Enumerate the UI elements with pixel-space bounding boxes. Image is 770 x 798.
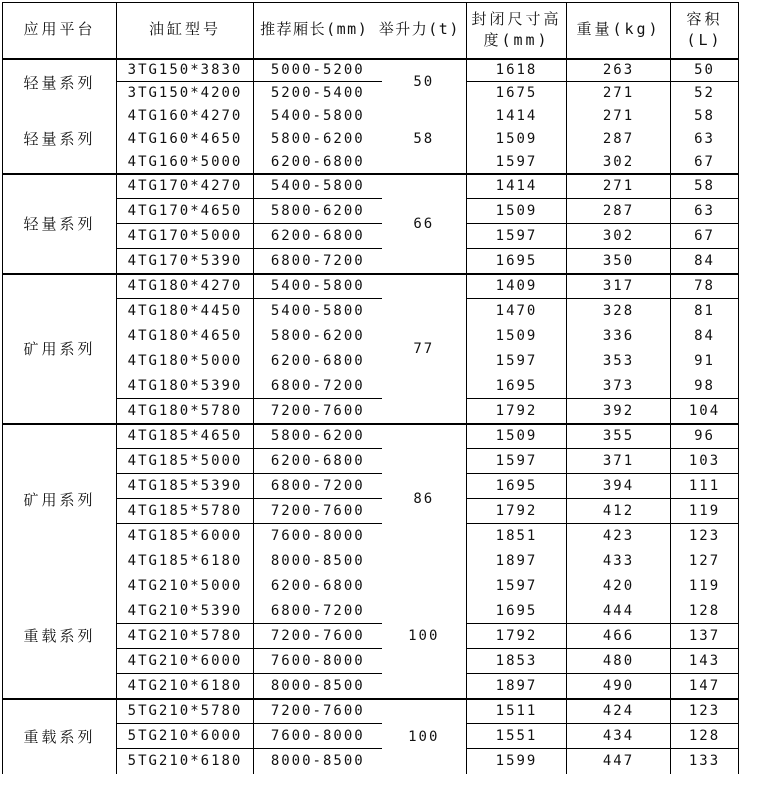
closed-height-cell: 1618: [467, 59, 567, 82]
weight-cell: 353: [567, 349, 671, 374]
table-header: [3, 3, 739, 59]
model-cell: 5TG210*5780: [117, 699, 254, 724]
weight-cell: 433: [567, 549, 671, 574]
series-cell: 矿用系列: [3, 424, 117, 574]
box-length-cell: 7600-8000: [254, 524, 382, 549]
box-length-cell: 6800-7200: [254, 599, 382, 624]
box-length-cell: 5800-6200: [254, 199, 382, 224]
col-header-volume: 容积(L): [671, 3, 739, 59]
volume-cell: 63: [671, 128, 739, 151]
box-length-cell: 6800-7200: [254, 474, 382, 499]
model-cell: 4TG210*5390: [117, 599, 254, 624]
volume-cell: 52: [671, 82, 739, 105]
volume-cell: 128: [671, 724, 739, 749]
box-length-cell: 7200-7600: [254, 499, 382, 524]
volume-cell: 104: [671, 399, 739, 424]
box-length-cell: 8000-8500: [254, 674, 382, 699]
col-header-closed-height: 封闭尺寸高度(mm): [467, 3, 567, 59]
weight-cell: 480: [567, 649, 671, 674]
model-cell: 4TG185*4650: [117, 424, 254, 449]
box-length-cell: 7200-7600: [254, 624, 382, 649]
closed-height-cell: 1695: [467, 374, 567, 399]
series-cell: 重载系列: [3, 574, 117, 699]
volume-cell: 143: [671, 649, 739, 674]
table-row: [3, 424, 739, 449]
closed-height-cell: 1597: [467, 151, 567, 174]
weight-cell: 287: [567, 128, 671, 151]
box-length-cell: 6200-6800: [254, 449, 382, 474]
closed-height-cell: 1792: [467, 499, 567, 524]
closed-height-cell: 1509: [467, 199, 567, 224]
closed-height-cell: 1414: [467, 105, 567, 128]
volume-cell: 128: [671, 599, 739, 624]
table-row: [3, 274, 739, 299]
closed-height-cell: 1597: [467, 224, 567, 249]
box-length-cell: 6200-6800: [254, 349, 382, 374]
box-length-cell: 5800-6200: [254, 324, 382, 349]
weight-cell: 371: [567, 449, 671, 474]
volume-cell: 81: [671, 299, 739, 324]
closed-height-cell: 1597: [467, 449, 567, 474]
volume-cell: 58: [671, 105, 739, 128]
model-cell: 4TG180*4450: [117, 299, 254, 324]
col-header-weight: 重量(kg): [567, 3, 671, 59]
lift-force-cell: 100: [408, 728, 440, 745]
model-cell: 4TG185*5000: [117, 449, 254, 474]
box-length-cell: 5800-6200: [254, 424, 382, 449]
closed-height-cell: 1409: [467, 274, 567, 299]
model-cell: 4TG185*6180: [117, 549, 254, 574]
series-cell: 重载系列: [3, 699, 117, 774]
series-cell: 轻量系列: [3, 59, 117, 105]
model-cell: 4TG170*5000: [117, 224, 254, 249]
box-length-cell: 5400-5800: [254, 174, 382, 199]
table-row: [3, 174, 739, 199]
volume-cell: 137: [671, 624, 739, 649]
volume-cell: 78: [671, 274, 739, 299]
weight-cell: 302: [567, 151, 671, 174]
closed-height-cell: 1597: [467, 574, 567, 599]
weight-cell: 287: [567, 199, 671, 224]
volume-cell: 84: [671, 249, 739, 274]
lift-force-cell: 77: [382, 274, 467, 424]
model-cell: 4TG180*5390: [117, 374, 254, 399]
volume-cell: 67: [671, 151, 739, 174]
box-length-cell: 6800-7200: [254, 249, 382, 274]
lift-force-cell: 66: [382, 174, 467, 274]
closed-height-cell: 1509: [467, 128, 567, 151]
closed-height-cell: 1792: [467, 624, 567, 649]
box-length-cell: 7200-7600: [254, 699, 382, 724]
series-cell: 轻量系列: [3, 105, 117, 174]
volume-cell: 123: [671, 699, 739, 724]
volume-cell: 133: [671, 749, 739, 774]
weight-cell: 392: [567, 399, 671, 424]
model-cell: 4TG180*5780: [117, 399, 254, 424]
table-body: [3, 59, 739, 774]
volume-cell: 119: [671, 574, 739, 599]
weight-cell: 336: [567, 324, 671, 349]
weight-cell: 355: [567, 424, 671, 449]
model-cell: 4TG160*4650: [117, 128, 254, 151]
model-cell: 4TG210*5780: [117, 624, 254, 649]
box-length-cell: 7600-8000: [254, 649, 382, 674]
volume-cell: 84: [671, 324, 739, 349]
box-length-cell: 6800-7200: [254, 374, 382, 399]
closed-height-cell: 1851: [467, 524, 567, 549]
weight-cell: 328: [567, 299, 671, 324]
table-row: [3, 105, 739, 128]
box-length-cell: 5400-5800: [254, 105, 382, 128]
closed-height-cell: 1792: [467, 399, 567, 424]
volume-cell: 67: [671, 224, 739, 249]
table-row: [3, 59, 739, 82]
box-length-cell: 6200-6800: [254, 224, 382, 249]
closed-height-cell: 1551: [467, 724, 567, 749]
box-length-cell: 5400-5800: [254, 274, 382, 299]
model-cell: 4TG210*6180: [117, 674, 254, 699]
weight-cell: 412: [567, 499, 671, 524]
weight-cell: 466: [567, 624, 671, 649]
volume-cell: 103: [671, 449, 739, 474]
volume-cell: 111: [671, 474, 739, 499]
closed-height-cell: 1695: [467, 249, 567, 274]
model-cell: 4TG185*5390: [117, 474, 254, 499]
volume-cell: 50: [671, 59, 739, 82]
weight-cell: 350: [567, 249, 671, 274]
weight-cell: 424: [567, 699, 671, 724]
box-length-cell: 5200-5400: [254, 82, 382, 105]
weight-cell: 302: [567, 224, 671, 249]
col-header-model: 油缸型号: [117, 3, 254, 59]
model-cell: 4TG160*4270: [117, 105, 254, 128]
box-length-cell: 8000-8500: [254, 749, 382, 774]
table-row: [3, 699, 739, 724]
model-cell: 4TG170*4650: [117, 199, 254, 224]
spec-table-container: [2, 2, 739, 774]
closed-height-cell: 1511: [467, 699, 567, 724]
closed-height-cell: 1675: [467, 82, 567, 105]
model-cell: 4TG170*5390: [117, 249, 254, 274]
closed-height-cell: 1695: [467, 474, 567, 499]
lift-force-cell: 86: [413, 491, 435, 507]
table-row: [3, 574, 739, 599]
box-length-cell: 5800-6200: [254, 128, 382, 151]
model-cell: 4TG170*4270: [117, 174, 254, 199]
closed-height-cell: 1414: [467, 174, 567, 199]
box-length-cell: 7600-8000: [254, 724, 382, 749]
model-cell: 4TG180*4270: [117, 274, 254, 299]
model-cell: 4TG160*5000: [117, 151, 254, 174]
closed-height-cell: 1599: [467, 749, 567, 774]
weight-cell: 394: [567, 474, 671, 499]
series-cell: 矿用系列: [3, 274, 117, 424]
cylinder-spec-table: [2, 2, 739, 774]
volume-cell: 127: [671, 549, 739, 574]
model-cell: 4TG185*6000: [117, 524, 254, 549]
box-length-cell: 6200-6800: [254, 574, 382, 599]
volume-cell: 123: [671, 524, 739, 549]
closed-height-cell: 1853: [467, 649, 567, 674]
header-row: [3, 3, 739, 59]
col-header-box-lift: 推荐厢长(mm) 举升力(t): [254, 3, 467, 59]
closed-height-cell: 1470: [467, 299, 567, 324]
volume-cell: 96: [671, 424, 739, 449]
closed-height-cell: 1509: [467, 324, 567, 349]
volume-cell: 58: [671, 174, 739, 199]
weight-cell: 373: [567, 374, 671, 399]
lift-force-cell: 58: [382, 105, 467, 174]
box-length-cell: 5000-5200: [254, 59, 382, 82]
box-length-cell: 5400-5800: [254, 299, 382, 324]
volume-cell: 119: [671, 499, 739, 524]
weight-cell: 271: [567, 105, 671, 128]
closed-height-cell: 1597: [467, 349, 567, 374]
box-length-cell: 8000-8500: [254, 549, 382, 574]
volume-cell: 98: [671, 374, 739, 399]
model-cell: 4TG210*6000: [117, 649, 254, 674]
weight-cell: 420: [567, 574, 671, 599]
box-length-cell: 7200-7600: [254, 399, 382, 424]
weight-cell: 317: [567, 274, 671, 299]
weight-cell: 490: [567, 674, 671, 699]
model-cell: 3TG150*4200: [117, 82, 254, 105]
closed-height-cell: 1695: [467, 599, 567, 624]
model-cell: 5TG210*6000: [117, 724, 254, 749]
weight-cell: 271: [567, 82, 671, 105]
series-cell: 轻量系列: [3, 174, 117, 274]
volume-cell: 147: [671, 674, 739, 699]
model-cell: 4TG180*5000: [117, 349, 254, 374]
model-cell: 3TG150*3830: [117, 59, 254, 82]
closed-height-cell: 1897: [467, 674, 567, 699]
lift-force-cell: 50: [413, 74, 435, 90]
volume-cell: 91: [671, 349, 739, 374]
model-cell: 4TG185*5780: [117, 499, 254, 524]
weight-cell: 444: [567, 599, 671, 624]
lift-force-cell: 100: [382, 574, 467, 699]
volume-cell: 63: [671, 199, 739, 224]
weight-cell: 434: [567, 724, 671, 749]
weight-cell: 271: [567, 174, 671, 199]
closed-height-cell: 1509: [467, 424, 567, 449]
model-cell: 4TG210*5000: [117, 574, 254, 599]
weight-cell: 263: [567, 59, 671, 82]
model-cell: 4TG180*4650: [117, 324, 254, 349]
weight-cell: 447: [567, 749, 671, 774]
closed-height-cell: 1897: [467, 549, 567, 574]
col-header-platform: 应用平台: [3, 3, 117, 59]
model-cell: 5TG210*6180: [117, 749, 254, 774]
weight-cell: 423: [567, 524, 671, 549]
box-length-cell: 6200-6800: [254, 151, 382, 174]
